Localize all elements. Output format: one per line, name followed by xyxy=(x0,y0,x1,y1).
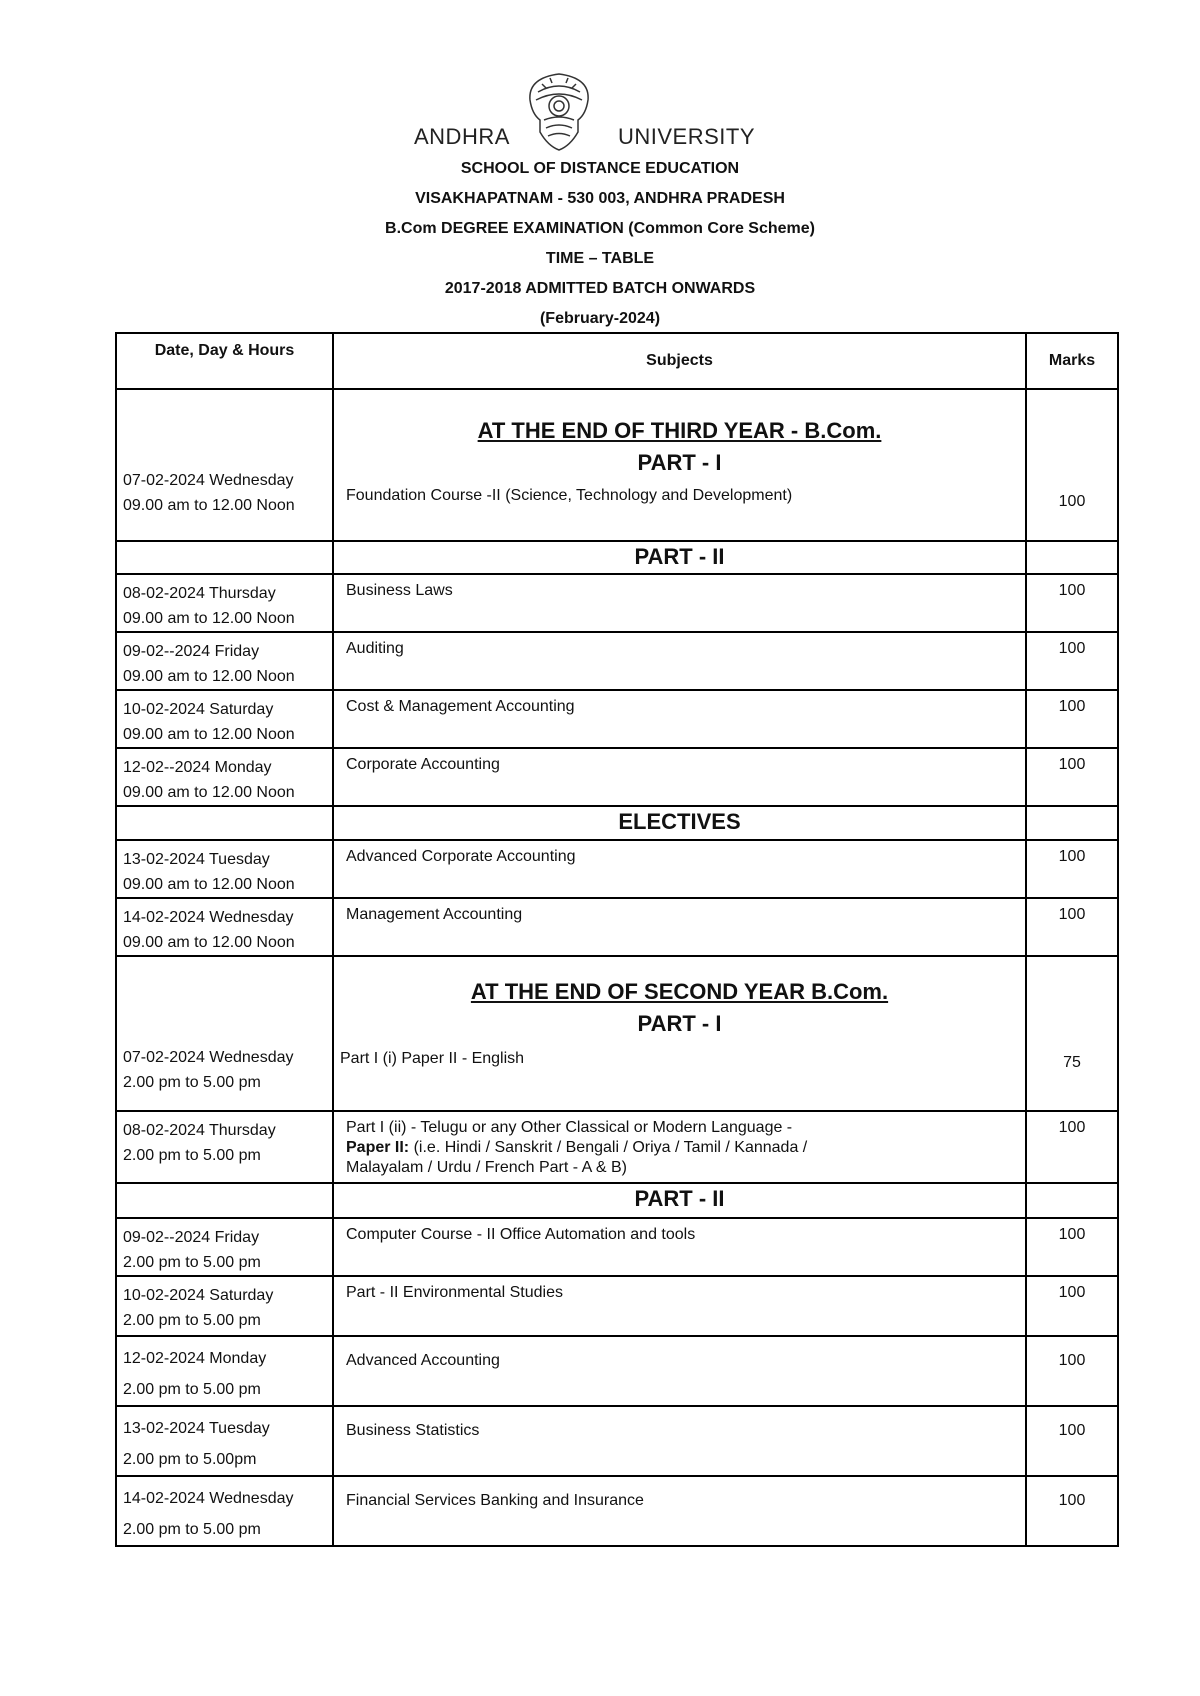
date-cell: 14-02-2024 Wednesday 09.00 am to 12.00 Noon xyxy=(123,909,295,951)
university-emblem xyxy=(520,70,598,154)
marks-cell: 100 xyxy=(1058,1422,1086,1439)
date-cell: 12-02-2024 Monday 2.00 pm to 5.00 pm xyxy=(123,1350,267,1398)
date-cell: 07-02-2024 Wednesday 09.00 am to 12.00 Noon xyxy=(116,389,333,541)
marks-cell: 100 xyxy=(1058,640,1086,657)
date-cell: 13-02-2024 Tuesday 2.00 pm to 5.00pm xyxy=(123,1420,270,1468)
subject-text: Management Accounting xyxy=(346,906,523,923)
table-row xyxy=(116,574,1118,632)
school-name: SCHOOL OF DISTANCE EDUCATION xyxy=(460,160,740,177)
date-cell: 14-02-2024 Wednesday 2.00 pm to 5.00 pm xyxy=(123,1490,294,1538)
marks-cell: 100 xyxy=(1058,1226,1086,1243)
subject-text: Computer Course - II Office Automation and tools xyxy=(346,1226,696,1243)
marks-cell: 100 xyxy=(1058,1352,1086,1369)
subject-text: Cost & Management Accounting xyxy=(346,698,575,715)
part-heading: PART - I xyxy=(637,450,722,475)
table-row xyxy=(116,1406,1118,1476)
date-cell: 07-02-2024 Wednesday 2.00 pm to 5.00 pm xyxy=(116,956,333,1111)
subject-text: Part I (i) Paper II - English xyxy=(340,1050,525,1067)
section-row xyxy=(116,806,1118,840)
marks-cell: 100 xyxy=(1058,1492,1086,1509)
marks-cell: 100 xyxy=(1058,582,1086,599)
electives-heading: ELECTIVES xyxy=(333,806,1026,840)
section-row xyxy=(116,1183,1118,1218)
exam-title: B.Com DEGREE EXAMINATION (Common Core Scheme) xyxy=(385,220,815,237)
table-row xyxy=(116,690,1118,748)
table-row xyxy=(116,840,1118,898)
subject-text: Business Laws xyxy=(346,582,453,599)
university-word: UNIVERSITY xyxy=(618,124,756,149)
date-cell: 10-02-2024 Saturday 2.00 pm to 5.00 pm xyxy=(123,1287,274,1329)
date-cell: 13-02-2024 Tuesday 09.00 am to 12.00 Noon xyxy=(123,851,295,893)
batch-line: 2017-2018 ADMITTED BATCH ONWARDS xyxy=(444,280,756,297)
table-row xyxy=(116,898,1118,956)
date-cell: 10-02-2024 Saturday 09.00 am to 12.00 Noon xyxy=(123,701,295,743)
table-row xyxy=(116,748,1118,806)
third-year-heading: AT THE END OF THIRD YEAR - B.Com. xyxy=(477,418,882,443)
marks-cell: 100 xyxy=(1058,848,1086,865)
marks-cell: 100 xyxy=(1058,698,1086,715)
marks-cell: 75 xyxy=(1026,956,1118,1111)
part-ii-heading: PART - II xyxy=(333,541,1026,574)
marks-cell: 100 xyxy=(1058,1284,1086,1301)
table-row xyxy=(116,389,1118,541)
table-row xyxy=(116,1111,1118,1183)
table-row xyxy=(116,1336,1118,1406)
column-header-date: Date, Day & Hours xyxy=(116,333,333,389)
part-ii-heading: PART - II xyxy=(333,1183,1026,1218)
andhra-word: ANDHRA xyxy=(414,124,510,149)
subject-text: Part - II Environmental Studies xyxy=(346,1284,563,1301)
subject-text: Financial Services Banking and Insurance xyxy=(346,1492,644,1509)
date-cell: 09-02--2024 Friday 2.00 pm to 5.00 pm xyxy=(123,1229,261,1271)
subject-text: Corporate Accounting xyxy=(346,756,500,773)
column-header-subjects: Subjects xyxy=(333,333,1026,389)
date-cell: 08-02-2024 Thursday 2.00 pm to 5.00 pm xyxy=(123,1122,276,1164)
subject-text: Advanced Corporate Accounting xyxy=(346,848,576,865)
second-year-heading: AT THE END OF SECOND YEAR B.Com. xyxy=(470,979,889,1004)
subject-text: Part I (ii) - Telugu or any Other Classical or Modern Language - Paper II: (i.e. Hindi / Sanskrit / Bengali / Oriya / Tamil / Kannada / Malayalam / Urdu / French Part - A & B) xyxy=(346,1119,808,1176)
table-header-row xyxy=(116,333,1118,389)
address: VISAKHAPATNAM - 530 003, ANDHRA PRADESH xyxy=(415,190,785,207)
column-header-marks: Marks xyxy=(1026,333,1118,389)
date-cell: 12-02--2024 Monday 09.00 am to 12.00 Noon xyxy=(123,759,295,801)
marks-cell: 100 xyxy=(1058,1119,1086,1136)
marks-cell: 100 xyxy=(1026,389,1118,541)
table-row xyxy=(116,956,1118,1111)
section-row xyxy=(116,541,1118,574)
table-row xyxy=(116,1276,1118,1336)
subject-text: Business Statistics xyxy=(346,1422,480,1439)
subject-cell xyxy=(333,389,1026,541)
table-row xyxy=(116,632,1118,690)
date-cell: 08-02-2024 Thursday 09.00 am to 12.00 Noon xyxy=(123,585,295,627)
timetable xyxy=(115,332,1119,1547)
subject-cell xyxy=(333,956,1026,1111)
marks-cell: 100 xyxy=(1058,756,1086,773)
table-row xyxy=(116,1218,1118,1276)
table-row xyxy=(116,1476,1118,1546)
session-line: (February-2024) xyxy=(539,310,661,327)
part-heading: PART - I xyxy=(637,1011,722,1036)
subject-text: Advanced Accounting xyxy=(346,1352,500,1369)
subject-text: Foundation Course -II (Science, Technology and Development) xyxy=(346,487,793,504)
marks-cell: 100 xyxy=(1058,906,1086,923)
timetable-title: TIME – TABLE xyxy=(545,250,655,267)
date-cell: 09-02--2024 Friday 09.00 am to 12.00 Noon xyxy=(123,643,295,685)
subject-text: Auditing xyxy=(346,640,404,657)
